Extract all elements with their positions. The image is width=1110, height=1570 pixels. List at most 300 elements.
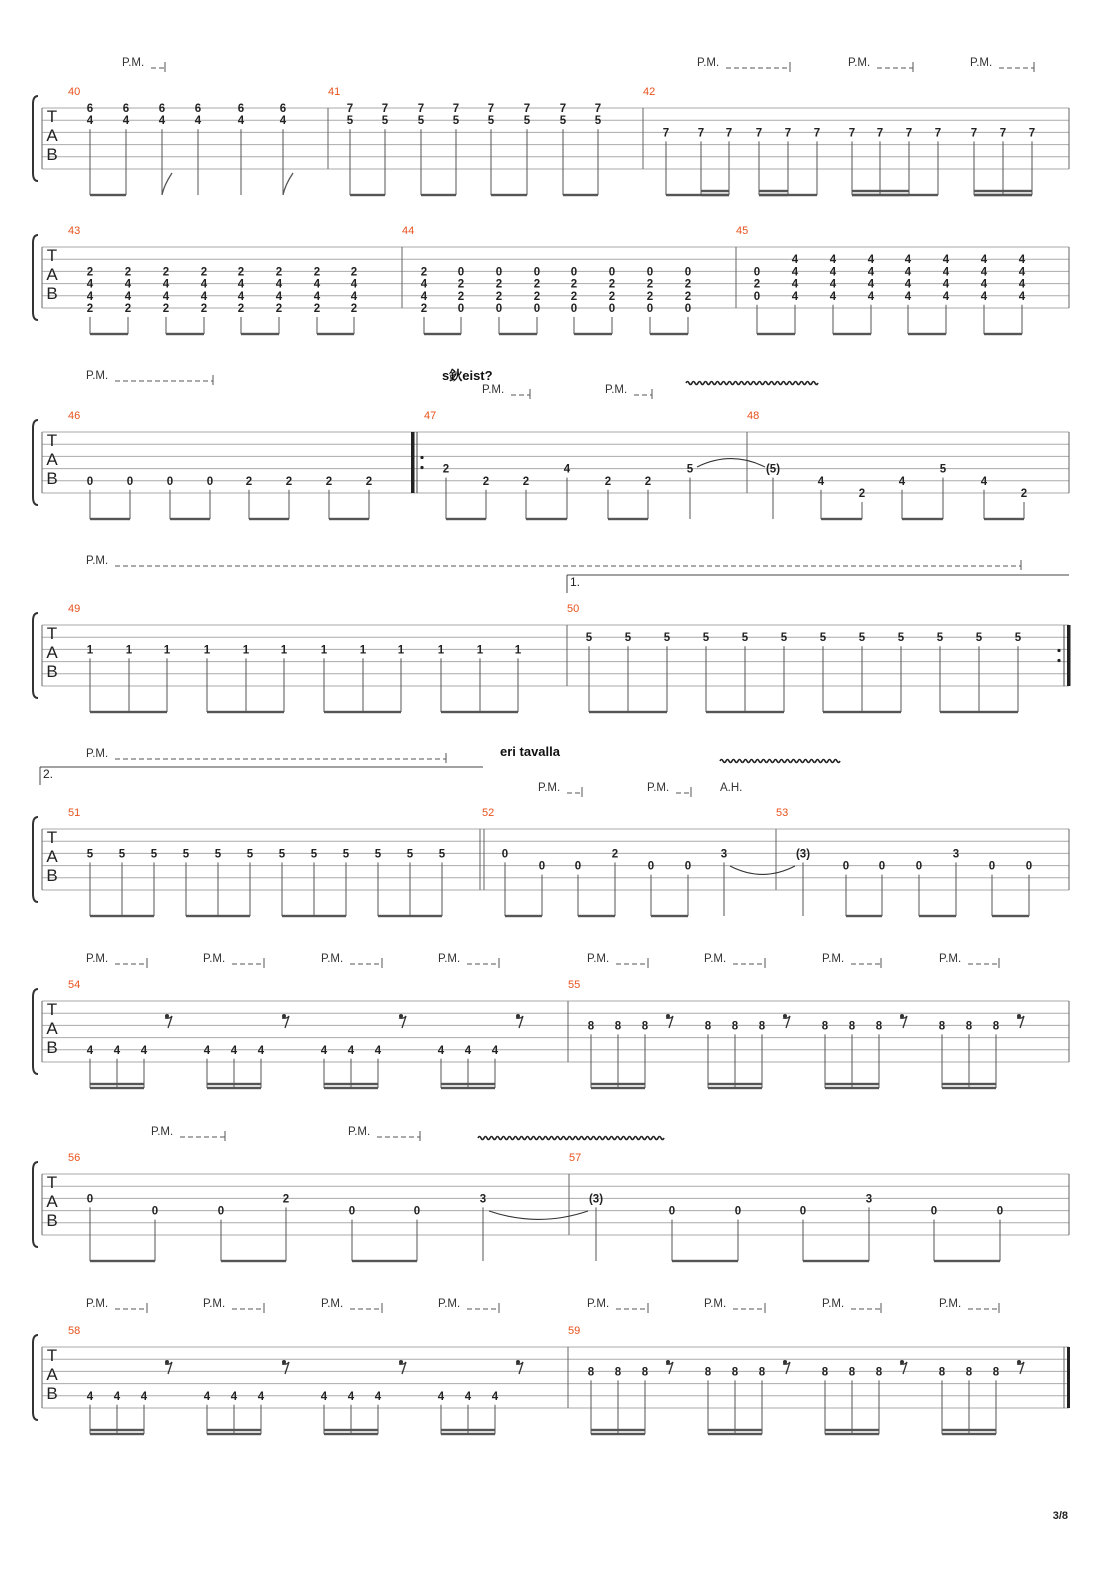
measure-number: 49 bbox=[68, 603, 81, 615]
beam bbox=[317, 333, 354, 335]
measure-number: 40 bbox=[68, 86, 81, 98]
beam bbox=[589, 711, 667, 713]
beam bbox=[902, 518, 943, 520]
fret-number: 5 bbox=[939, 463, 947, 476]
fret-number: 5 bbox=[452, 115, 460, 128]
fret-number: 2 bbox=[684, 290, 692, 303]
fret-number: 4 bbox=[200, 290, 208, 303]
fret-number: 6 bbox=[237, 103, 245, 115]
fret-number: 7 bbox=[970, 127, 978, 140]
tab-clef-letter: B bbox=[46, 662, 58, 681]
fret-number: 4 bbox=[140, 1390, 148, 1403]
fret-number: 0 bbox=[646, 266, 654, 279]
eighth-rest bbox=[516, 1016, 523, 1028]
tab-clef-letter: B bbox=[46, 866, 58, 885]
fret-number: 0 bbox=[151, 1205, 159, 1218]
fret-number: 0 bbox=[684, 860, 692, 873]
fret-number: 0 bbox=[126, 475, 134, 488]
fret-number: 7 bbox=[784, 127, 792, 140]
fret-number: 7 bbox=[559, 103, 567, 115]
page-number: 3/8 bbox=[1052, 1510, 1068, 1522]
fret-number: 0 bbox=[915, 860, 923, 873]
fret-number: 5 bbox=[585, 632, 593, 645]
staff-bracket bbox=[33, 235, 38, 320]
fret-number: 3 bbox=[479, 1193, 487, 1206]
beam bbox=[90, 1260, 155, 1262]
fret-number: 4 bbox=[980, 475, 988, 488]
fret-number: 2 bbox=[608, 290, 616, 303]
fret-number: 2 bbox=[646, 278, 654, 291]
fret-number: 1 bbox=[163, 644, 171, 657]
beam bbox=[759, 194, 788, 196]
fret-number: 2 bbox=[365, 475, 373, 488]
measure-number: 56 bbox=[68, 1152, 81, 1164]
fret-number: 7 bbox=[725, 127, 733, 140]
tab-clef-letter: A bbox=[46, 126, 58, 145]
staff-system bbox=[33, 753, 1069, 917]
eighth-rest bbox=[516, 1362, 523, 1374]
repeat-dot bbox=[1057, 649, 1060, 652]
fret-number: 0 bbox=[930, 1205, 938, 1218]
fret-number: 8 bbox=[587, 1366, 595, 1379]
beam bbox=[591, 1433, 645, 1435]
beam bbox=[942, 1433, 996, 1435]
tab-clef-letter: T bbox=[46, 624, 58, 643]
fret-number: 1 bbox=[476, 644, 484, 657]
palm-mute-label: P.M. bbox=[587, 953, 610, 965]
fret-number: 5 bbox=[346, 115, 354, 128]
beam bbox=[90, 333, 128, 335]
fret-number: 7 bbox=[999, 127, 1007, 140]
tab-clef-letter: B bbox=[46, 469, 58, 488]
tab-clef-letter: A bbox=[46, 847, 58, 866]
fret-number: (5) bbox=[765, 463, 781, 476]
fret-number: 2 bbox=[646, 290, 654, 303]
fret-number: 2 bbox=[457, 278, 465, 291]
beam bbox=[825, 1433, 879, 1435]
measure-number: 47 bbox=[424, 410, 437, 422]
eighth-rest bbox=[165, 1360, 169, 1364]
palm-mute-label: P.M. bbox=[438, 1298, 461, 1310]
measure-number: 43 bbox=[68, 225, 81, 237]
fret-number: 0 bbox=[842, 860, 850, 873]
fret-number: 0 bbox=[646, 303, 654, 315]
final-barline bbox=[1067, 1347, 1070, 1408]
fret-number: 0 bbox=[495, 266, 503, 279]
fret-number: 0 bbox=[574, 860, 582, 873]
fret-number: 4 bbox=[464, 1044, 472, 1057]
fret-number: 4 bbox=[942, 266, 950, 279]
beam bbox=[207, 1087, 261, 1089]
fret-number: 0 bbox=[878, 860, 886, 873]
beam bbox=[672, 1260, 738, 1262]
fret-number: 4 bbox=[491, 1390, 499, 1403]
beam bbox=[186, 915, 250, 917]
tab-clef-letter: B bbox=[46, 1211, 58, 1230]
fret-number: 7 bbox=[876, 127, 884, 140]
beam bbox=[378, 915, 442, 917]
fret-number: 4 bbox=[350, 290, 358, 303]
beam bbox=[207, 1083, 261, 1085]
palm-mute-label: P.M. bbox=[970, 57, 993, 69]
beam bbox=[207, 1433, 261, 1435]
palm-mute-label: P.M. bbox=[438, 953, 461, 965]
tab-clef-letter: A bbox=[46, 1365, 58, 1384]
beam bbox=[846, 915, 882, 917]
fret-number: 4 bbox=[904, 254, 912, 267]
fret-number: 4 bbox=[904, 266, 912, 279]
measure-number: 54 bbox=[68, 979, 81, 991]
beam bbox=[708, 1083, 762, 1085]
fret-number: 8 bbox=[731, 1366, 739, 1379]
fret-number: 2 bbox=[275, 303, 283, 315]
fret-number: 0 bbox=[570, 266, 578, 279]
fret-number: 0 bbox=[608, 303, 616, 315]
eighth-rest bbox=[900, 1014, 904, 1018]
beam bbox=[823, 711, 901, 713]
beam bbox=[591, 1429, 645, 1431]
fret-number: 4 bbox=[313, 278, 321, 291]
tab-clef-letter: A bbox=[46, 265, 58, 284]
fret-number: 4 bbox=[374, 1390, 382, 1403]
staff-bracket bbox=[33, 1335, 38, 1420]
fret-number: 7 bbox=[755, 127, 763, 140]
fret-number: 5 bbox=[741, 632, 749, 645]
fret-number: 4 bbox=[200, 278, 208, 291]
fret-number: 8 bbox=[848, 1366, 856, 1379]
fret-number: 4 bbox=[904, 278, 912, 291]
eighth-rest bbox=[783, 1360, 787, 1364]
eighth-rest bbox=[399, 1014, 403, 1018]
beam bbox=[90, 1083, 144, 1085]
fret-number: 2 bbox=[644, 475, 652, 488]
staff-bracket bbox=[33, 989, 38, 1074]
eighth-rest bbox=[1017, 1016, 1024, 1028]
fret-number: 0 bbox=[533, 303, 541, 315]
beam bbox=[90, 194, 126, 196]
fret-number: 4 bbox=[980, 266, 988, 279]
tab-clef-letter: B bbox=[46, 145, 58, 164]
fret-number: 1 bbox=[242, 644, 250, 657]
fret-number: 2 bbox=[608, 278, 616, 291]
beam bbox=[974, 194, 1032, 196]
eighth-rest bbox=[1017, 1362, 1024, 1374]
fret-number: 8 bbox=[704, 1366, 712, 1379]
fret-number: 4 bbox=[791, 290, 799, 303]
fret-number: 0 bbox=[217, 1205, 225, 1218]
fret-number: 4 bbox=[124, 278, 132, 291]
fret-number: 4 bbox=[829, 278, 837, 291]
eighth-rest bbox=[783, 1362, 790, 1374]
fret-number: 7 bbox=[346, 103, 354, 115]
eighth-rest bbox=[165, 1362, 172, 1374]
fret-number: 4 bbox=[113, 1390, 121, 1403]
volta-number: 2. bbox=[43, 767, 54, 781]
beam bbox=[90, 711, 167, 713]
measure-number: 44 bbox=[402, 225, 415, 237]
fret-number: 8 bbox=[992, 1020, 1000, 1033]
fret-number: 4 bbox=[791, 254, 799, 267]
fret-number: 4 bbox=[158, 115, 166, 128]
fret-number: 4 bbox=[904, 290, 912, 303]
fret-number: 8 bbox=[587, 1020, 595, 1033]
fret-number: 4 bbox=[420, 278, 428, 291]
eighth-rest bbox=[783, 1014, 787, 1018]
fret-number: 2 bbox=[570, 290, 578, 303]
tab-clef-letter: T bbox=[46, 246, 58, 265]
fret-number: 0 bbox=[608, 266, 616, 279]
fret-number: 4 bbox=[898, 475, 906, 488]
beam bbox=[591, 1087, 645, 1089]
tab-clef-letter: T bbox=[46, 1173, 58, 1192]
beam bbox=[324, 1087, 378, 1089]
beam bbox=[505, 915, 542, 917]
fret-number: 2 bbox=[457, 290, 465, 303]
fret-number: 2 bbox=[313, 303, 321, 315]
beam bbox=[350, 194, 385, 196]
beam bbox=[424, 333, 461, 335]
fret-number: 2 bbox=[200, 303, 208, 315]
measure-number: 46 bbox=[68, 410, 81, 422]
repeat-dot bbox=[1057, 659, 1060, 662]
fret-number: 4 bbox=[942, 290, 950, 303]
fret-number: 4 bbox=[257, 1044, 265, 1057]
eighth-rest bbox=[282, 1016, 289, 1028]
volta-number: 1. bbox=[570, 575, 581, 589]
beam bbox=[940, 711, 1018, 713]
beam bbox=[526, 518, 567, 520]
beam bbox=[166, 333, 204, 335]
palm-mute-label: P.M. bbox=[86, 953, 109, 965]
fret-number: 5 bbox=[1014, 632, 1022, 645]
staff-bracket bbox=[33, 1162, 38, 1247]
fret-number: 4 bbox=[313, 290, 321, 303]
fret-number: 0 bbox=[647, 860, 655, 873]
fret-number: 4 bbox=[124, 290, 132, 303]
tab-clef-letter: T bbox=[46, 431, 58, 450]
fret-number: 6 bbox=[279, 103, 287, 115]
fret-number: 7 bbox=[523, 103, 531, 115]
beam bbox=[825, 1429, 879, 1431]
beam bbox=[984, 333, 1022, 335]
palm-mute-label: P.M. bbox=[822, 953, 845, 965]
fret-number: 0 bbox=[799, 1205, 807, 1218]
fret-number: 7 bbox=[1028, 127, 1036, 140]
fret-number: 2 bbox=[611, 848, 619, 861]
fret-number: 7 bbox=[662, 127, 670, 140]
fret-number: 4 bbox=[320, 1390, 328, 1403]
artificial-harmonic-label: A.H. bbox=[720, 782, 743, 794]
note-flag bbox=[162, 173, 172, 195]
fret-number: 4 bbox=[791, 278, 799, 291]
beam bbox=[324, 1429, 378, 1431]
fret-number: 2 bbox=[533, 278, 541, 291]
beam bbox=[821, 518, 862, 520]
fret-number: 7 bbox=[417, 103, 425, 115]
fret-number: 0 bbox=[501, 848, 509, 861]
fret-number: 8 bbox=[641, 1366, 649, 1379]
repeat-end-bar bbox=[1067, 625, 1071, 686]
vibrato bbox=[478, 1137, 664, 1140]
lyric-text: eri tavalla bbox=[500, 744, 560, 759]
tab-clef-letter: T bbox=[46, 1000, 58, 1019]
fret-number: 5 bbox=[406, 848, 414, 861]
palm-mute-label: P.M. bbox=[122, 57, 145, 69]
fret-number: 2 bbox=[237, 266, 245, 279]
fret-number: 4 bbox=[237, 278, 245, 291]
eighth-rest bbox=[666, 1362, 673, 1374]
eighth-rest bbox=[399, 1362, 406, 1374]
fret-number: 0 bbox=[668, 1205, 676, 1218]
fret-number: 5 bbox=[182, 848, 190, 861]
fret-number: 2 bbox=[86, 303, 94, 315]
tab-clef-letter: T bbox=[46, 828, 58, 847]
eighth-rest bbox=[282, 1360, 286, 1364]
fret-number: 4 bbox=[162, 278, 170, 291]
staff-bracket bbox=[33, 817, 38, 902]
fret-number: 5 bbox=[381, 115, 389, 128]
fret-number: 0 bbox=[457, 303, 465, 315]
fret-number: 4 bbox=[867, 254, 875, 267]
staff-system bbox=[33, 235, 1069, 335]
palm-mute-label: P.M. bbox=[321, 953, 344, 965]
fret-number: 7 bbox=[381, 103, 389, 115]
fret-number: 1 bbox=[359, 644, 367, 657]
beam bbox=[942, 1083, 996, 1085]
fret-number: 5 bbox=[150, 848, 158, 861]
fret-number: 8 bbox=[821, 1366, 829, 1379]
fret-number: 4 bbox=[86, 1390, 94, 1403]
fret-number: 8 bbox=[614, 1020, 622, 1033]
fret-number: 4 bbox=[980, 278, 988, 291]
fret-number: 5 bbox=[487, 115, 495, 128]
fret-number: 5 bbox=[523, 115, 531, 128]
eighth-rest bbox=[165, 1014, 169, 1018]
fret-number: 5 bbox=[214, 848, 222, 861]
beam bbox=[574, 333, 612, 335]
fret-number: 8 bbox=[938, 1020, 946, 1033]
fret-number: 0 bbox=[753, 290, 761, 303]
fret-number: 6 bbox=[158, 103, 166, 115]
note-flag bbox=[283, 173, 293, 195]
fret-number: 5 bbox=[819, 632, 827, 645]
fret-number: 4 bbox=[867, 278, 875, 291]
beam bbox=[282, 915, 346, 917]
fret-number: 2 bbox=[162, 266, 170, 279]
beam bbox=[90, 915, 154, 917]
fret-number: 0 bbox=[538, 860, 546, 873]
fret-number: 6 bbox=[122, 103, 130, 115]
fret-number: 2 bbox=[350, 266, 358, 279]
eighth-rest bbox=[399, 1016, 406, 1028]
fret-number: 2 bbox=[442, 463, 450, 476]
palm-mute-label: P.M. bbox=[321, 1298, 344, 1310]
fret-number: 4 bbox=[86, 278, 94, 291]
fret-number: 8 bbox=[848, 1020, 856, 1033]
palm-mute-label: P.M. bbox=[605, 384, 628, 396]
fret-number: 4 bbox=[203, 1390, 211, 1403]
fret-number: 3 bbox=[952, 848, 960, 861]
repeat-dot bbox=[420, 466, 423, 469]
fret-number: 5 bbox=[897, 632, 905, 645]
fret-number: 4 bbox=[320, 1044, 328, 1057]
beam bbox=[324, 1083, 378, 1085]
fret-number: 8 bbox=[965, 1366, 973, 1379]
vibrato bbox=[720, 760, 840, 763]
beam bbox=[578, 915, 615, 917]
fret-number: 2 bbox=[162, 303, 170, 315]
fret-number: 5 bbox=[702, 632, 710, 645]
fret-number: 4 bbox=[829, 254, 837, 267]
fret-number: 5 bbox=[342, 848, 350, 861]
measure-number: 55 bbox=[568, 979, 581, 991]
beam bbox=[974, 190, 1032, 192]
tie bbox=[489, 1211, 588, 1219]
beam bbox=[825, 1083, 879, 1085]
fret-number: 4 bbox=[350, 278, 358, 291]
palm-mute-label: P.M. bbox=[704, 1298, 727, 1310]
fret-number: 4 bbox=[86, 115, 94, 128]
fret-number: 2 bbox=[124, 303, 132, 315]
fret-number: 4 bbox=[374, 1044, 382, 1057]
eighth-rest bbox=[783, 1016, 790, 1028]
fret-number: 2 bbox=[282, 1193, 290, 1206]
fret-number: 8 bbox=[875, 1366, 883, 1379]
palm-mute-label: P.M. bbox=[939, 1298, 962, 1310]
fret-number: 7 bbox=[594, 103, 602, 115]
beam bbox=[499, 333, 537, 335]
fret-number: 2 bbox=[522, 475, 530, 488]
fret-number: 4 bbox=[279, 115, 287, 128]
fret-number: 4 bbox=[86, 1044, 94, 1057]
eighth-rest bbox=[900, 1016, 907, 1028]
eighth-rest bbox=[1017, 1360, 1021, 1364]
fret-number: 5 bbox=[594, 115, 602, 128]
palm-mute-label: P.M. bbox=[822, 1298, 845, 1310]
fret-number: 5 bbox=[417, 115, 425, 128]
staff-bracket bbox=[33, 613, 38, 698]
fret-number: 8 bbox=[614, 1366, 622, 1379]
tab-clef-letter: B bbox=[46, 1384, 58, 1403]
eighth-rest bbox=[282, 1362, 289, 1374]
fret-number: 8 bbox=[821, 1020, 829, 1033]
fret-number: 4 bbox=[817, 475, 825, 488]
beam bbox=[207, 711, 284, 713]
fret-number: 7 bbox=[452, 103, 460, 115]
palm-mute-label: P.M. bbox=[86, 555, 109, 567]
fret-number: 0 bbox=[684, 266, 692, 279]
measure-number: 59 bbox=[568, 1325, 581, 1337]
palm-mute-label: P.M. bbox=[86, 748, 109, 760]
fret-number: 4 bbox=[942, 254, 950, 267]
fret-number: 4 bbox=[1018, 254, 1026, 267]
fret-number: 2 bbox=[495, 278, 503, 291]
fret-number: 1 bbox=[514, 644, 522, 657]
fret-number: 1 bbox=[437, 644, 445, 657]
fret-number: 4 bbox=[464, 1390, 472, 1403]
beam bbox=[706, 711, 784, 713]
fret-number: 4 bbox=[829, 266, 837, 279]
fret-number: 0 bbox=[457, 266, 465, 279]
fret-number: 8 bbox=[704, 1020, 712, 1033]
fret-number: 8 bbox=[758, 1366, 766, 1379]
fret-number: 2 bbox=[86, 266, 94, 279]
staff-system bbox=[33, 958, 1069, 1089]
palm-mute-label: P.M. bbox=[587, 1298, 610, 1310]
fret-number: 1 bbox=[280, 644, 288, 657]
tab-clef-letter: B bbox=[46, 284, 58, 303]
tab-clef-letter: T bbox=[46, 107, 58, 126]
